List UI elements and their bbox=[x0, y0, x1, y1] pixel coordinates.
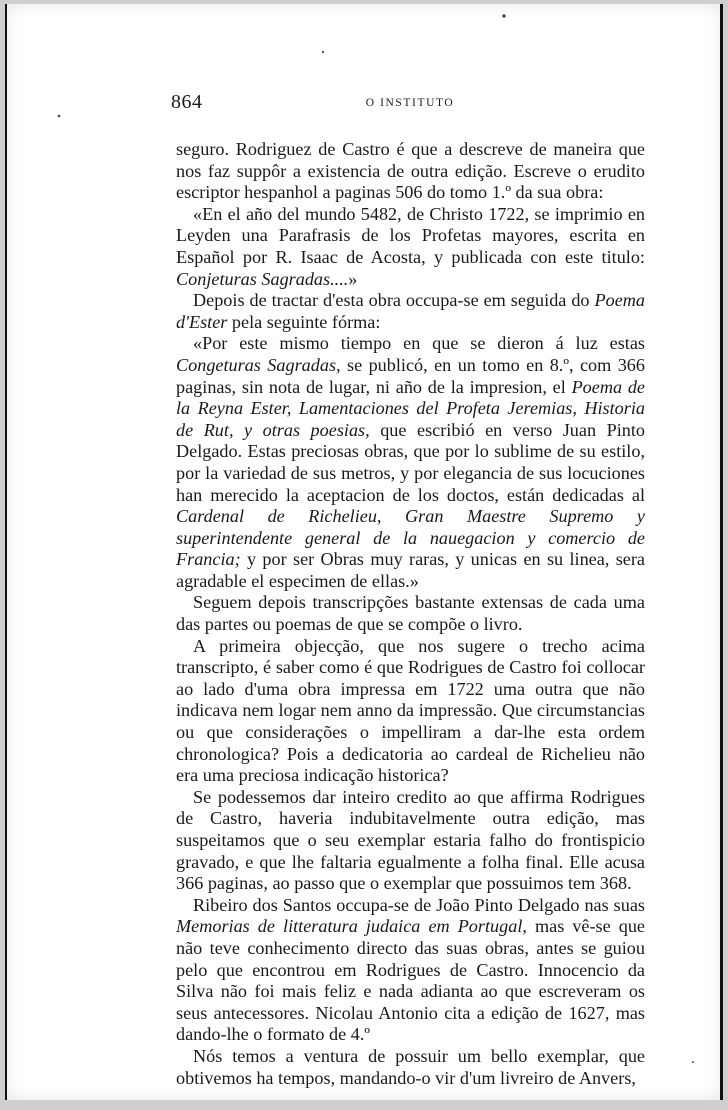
text-run: Nós temos a ventura de possuir um bello exemplar, que obtivemos ha tempos, mandando-o vir d'um livreiro de Anvers, bbox=[176, 1045, 645, 1088]
paragraph bbox=[176, 636, 645, 787]
book-page bbox=[5, 4, 723, 1100]
paragraph bbox=[176, 787, 645, 895]
paragraph bbox=[176, 1046, 645, 1089]
paragraph bbox=[176, 895, 645, 1046]
body-text bbox=[176, 139, 645, 1089]
text-run: Ribeiro dos Santos occupa-se de João Pinto Delgado nas suas bbox=[193, 894, 645, 915]
running-head: O INSTITUTO bbox=[365, 97, 455, 109]
paragraph bbox=[176, 290, 645, 333]
text-run: Seguem depois transcripções bastante extensas de cada uma das partes ou poemas de que se compõe o livro. bbox=[176, 592, 645, 635]
paragraph bbox=[176, 592, 645, 635]
italic-text: Conjeturas Sagradas.... bbox=[176, 268, 349, 289]
text-run: » bbox=[348, 268, 358, 289]
italic-text: Poema d'Ester bbox=[176, 290, 645, 332]
italic-text: Memorias de litteratura judaica em Portugal, bbox=[176, 916, 527, 937]
italic-text: Cardenal de Richelieu, Gran Maestre Supremo y superintendente general de la nauegacion y comercio de Francia; bbox=[176, 506, 645, 570]
scan-border-right bbox=[720, 4, 723, 1100]
text-run: Depois de tractar d'esta obra occupa-se em seguida do bbox=[193, 290, 595, 311]
italic-text: Poema de la Reyna Ester, Lamentaciones del Profeta Jeremias, Historia de Rut, y otras poesias, bbox=[176, 376, 646, 440]
page-number: 864 bbox=[171, 91, 203, 113]
text-run: Se podessemos dar inteiro credito ao que affirma Rodrigues de Castro, haveria indubitavelmente outra edição, mas suspeitamos que o seu exemplar estaria falho do frontispicio gravado, e que lhe faltaria egualmente a folha final. Elle acusa 366 paginas, ao passo que o exemplar que possuimos tem 368. bbox=[176, 786, 645, 894]
paragraph bbox=[176, 204, 645, 290]
paragraph bbox=[176, 333, 645, 592]
italic-text: Congeturas Sagradas, bbox=[176, 354, 341, 375]
text-run: A primeira objecção, que nos sugere o trecho acima transcripto, é saber como é que Rodrigues de Castro foi collocar ao lado d'uma obra impressa em 1722 uma outra que não indicava nem logar nem anno da impressão. Que circumstancias ou que considerações o impelliram a dar-lhe esta ordem chronologica? Pois a dedicatoria ao cardeal de Richelieu não era uma preciosa indicação historica? bbox=[176, 635, 645, 786]
text-run: seguro. Rodriguez de Castro é que a descreve de maneira que nos faz suppôr a existencia de outra edição. Escreve o erudito escriptor hespanhol a paginas 506 do tomo 1.º da sua obra: bbox=[176, 139, 645, 203]
paragraph bbox=[176, 139, 645, 204]
page-header bbox=[171, 91, 649, 117]
text-run: mas vê-se que não teve conhecimento directo das suas obras, antes se guiou pelo que encontrou em Rodrigues de Castro. Innocencio da Silva não foi mais feliz e nada adianta ao que escreveram os seus antecessores. Nicolau Antonio cita a edição de 1627, mas dando-lhe o formato de 4.º bbox=[176, 916, 645, 1045]
text-run: que escribió en verso Juan Pinto Delgado. Estas preciosas obras, que por lo sublime de su estilo, por la variedad de sus metros, y por elegancia de sus locuciones han merecido la aceptacion de los doctos, están dedicadas al bbox=[176, 419, 645, 505]
text-run: pela seguinte fórma: bbox=[227, 311, 381, 332]
text-run: se publicó, en un tomo en 8.º, com 366 paginas, sin nota de lugar, ni año de la impresion, el bbox=[176, 354, 645, 397]
text-run: «En el año del mundo 5482, de Christo 1722, se imprimio en Leyden una Parafrasis de los Profetas mayores, escrita en Español por R. Isaac de Acosta, y publicada con este titulo: bbox=[176, 203, 645, 267]
scan-border-left bbox=[5, 4, 7, 1100]
text-run: y por ser Obras muy raras, y unicas en su linea, sera agradable el especimen de ellas.» bbox=[176, 549, 645, 591]
text-run: «Por este mismo tiempo en que se dieron á luz estas bbox=[193, 333, 645, 354]
